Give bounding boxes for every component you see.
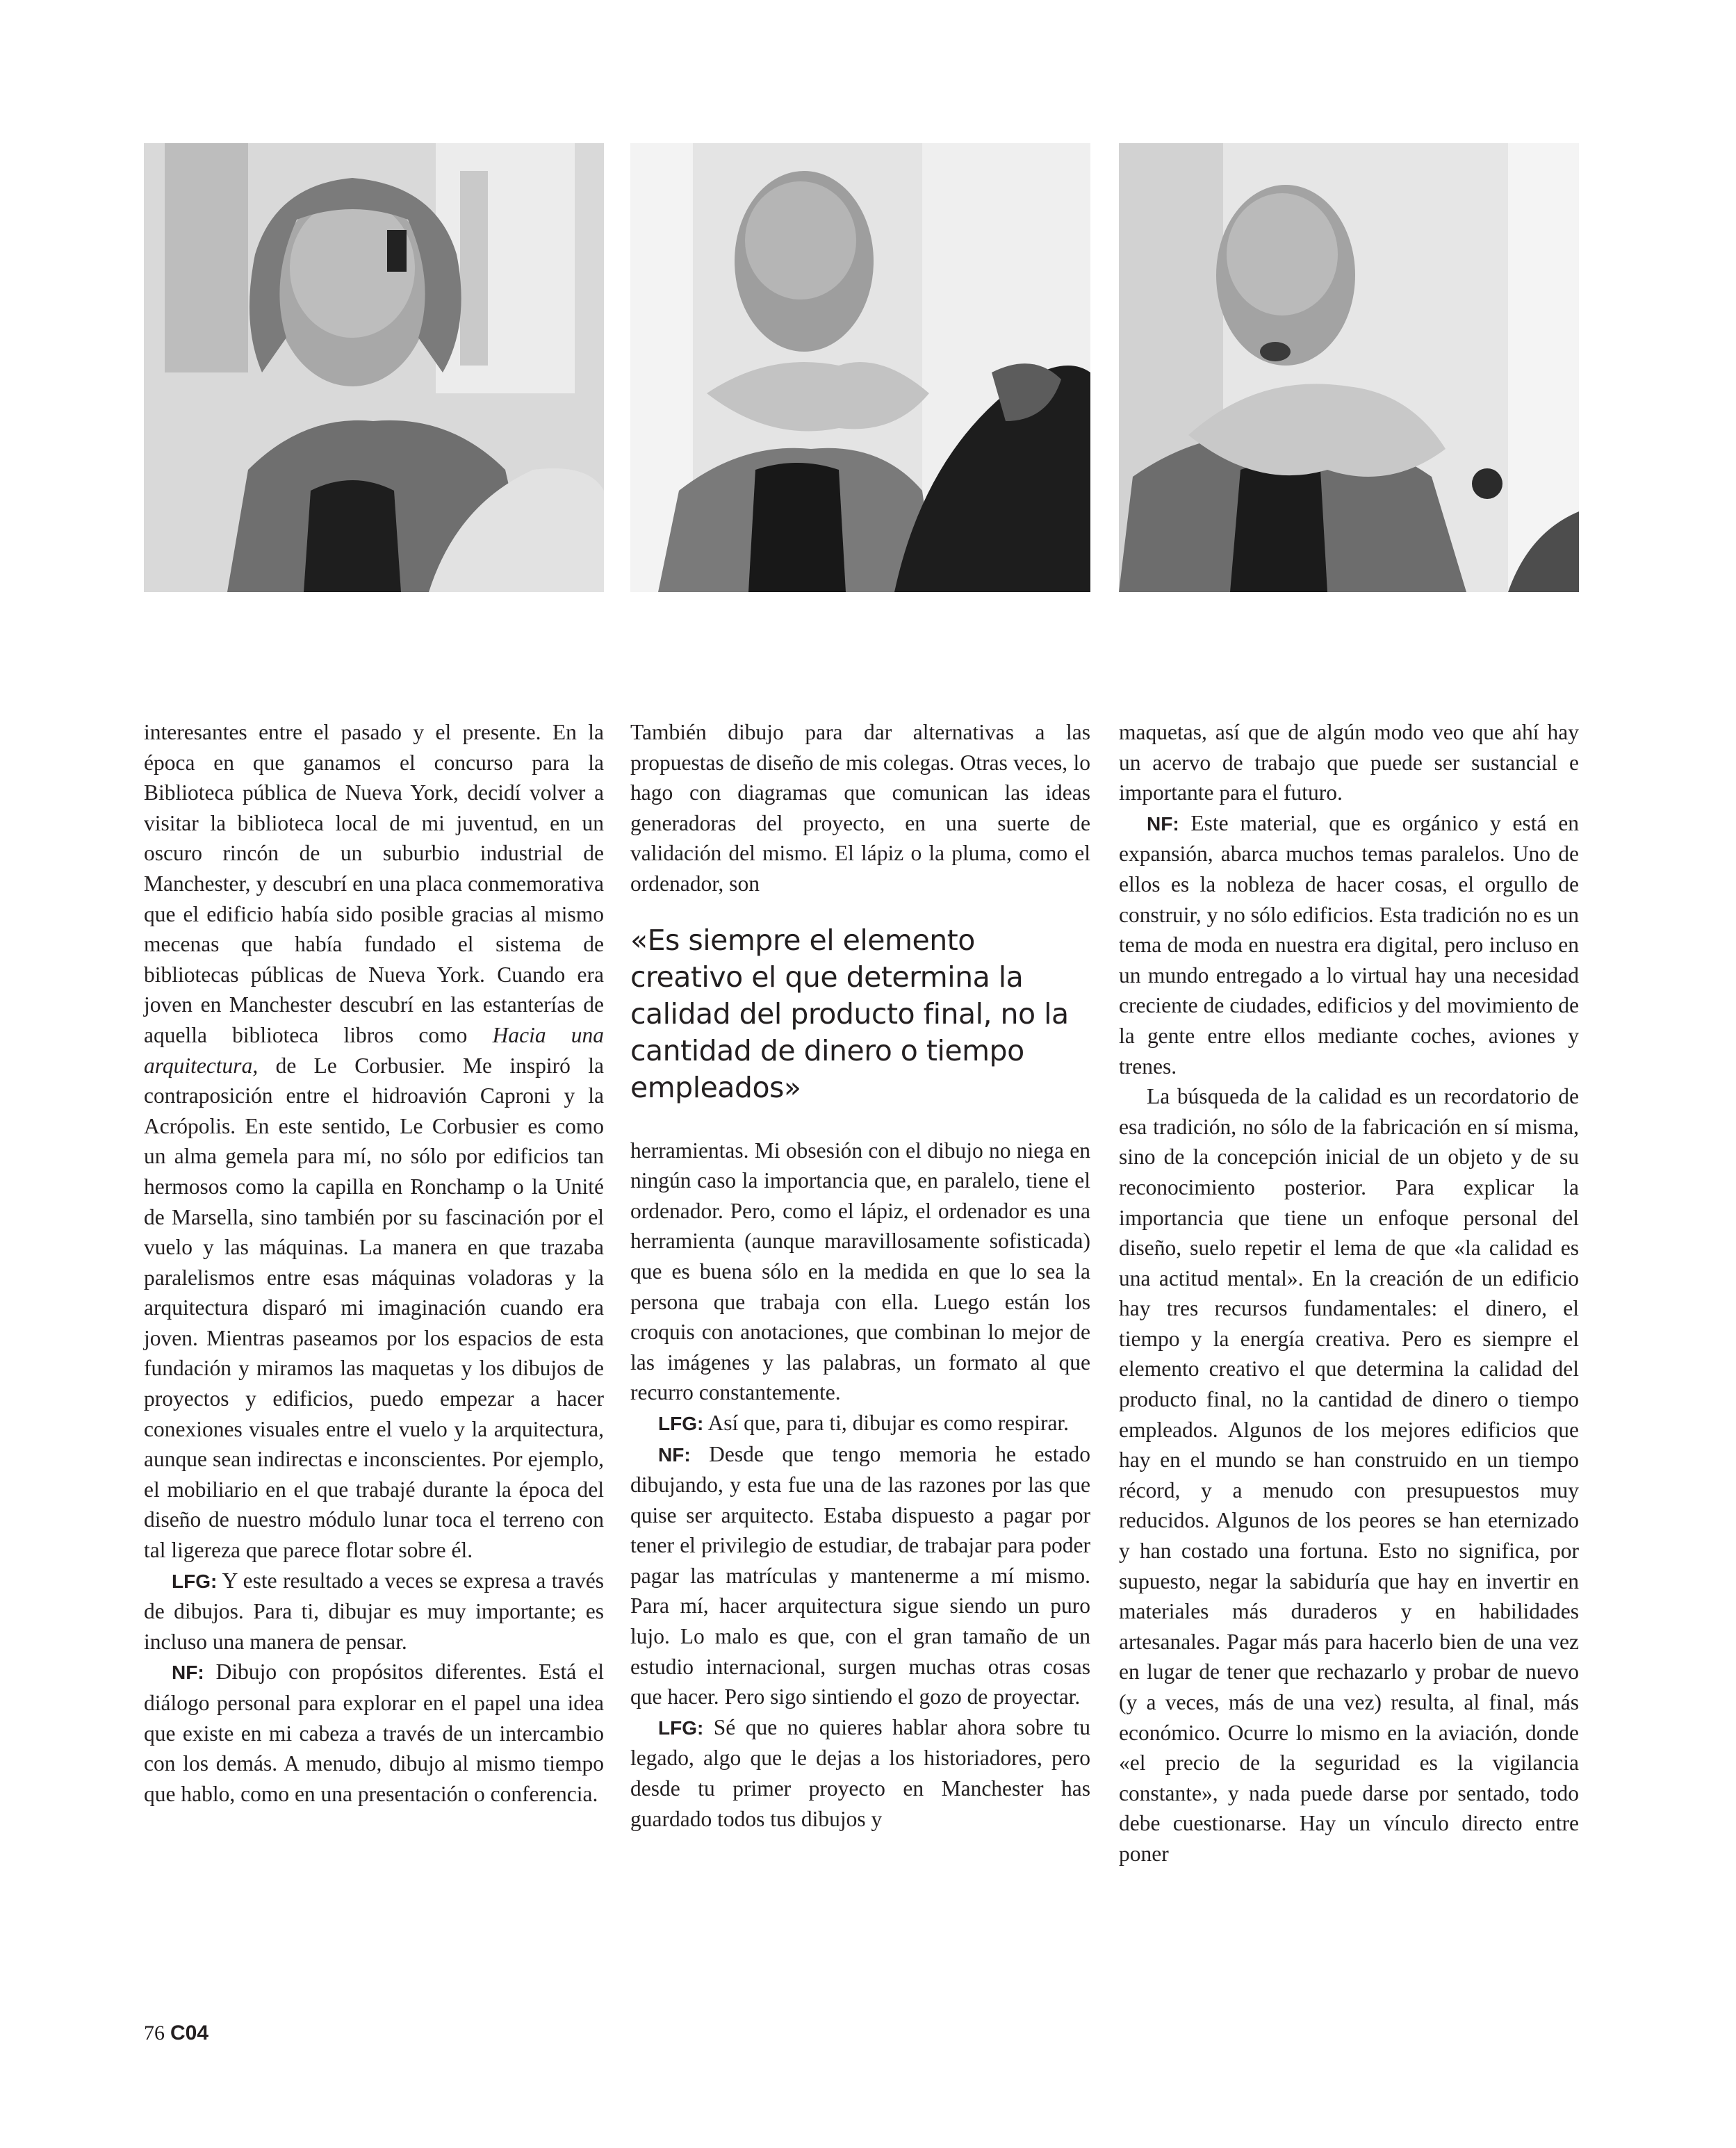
paragraph-text: maquetas, así que de algún modo veo que ahí hay un acervo de trabajo que puede ser sustancial e importante para el futuro. xyxy=(1119,720,1579,805)
paragraph-text: También dibujo para dar alternativas a las propuestas de diseño de mis colegas. Otras veces, lo hago con diagramas que comunican las ideas generadoras del proyecto, en una suerte de validación del mismo. El lápiz o la pluma, como el ordenador, son xyxy=(630,720,1090,896)
photo-3-image xyxy=(1119,143,1579,592)
article-column-2 xyxy=(630,717,1090,1834)
photo-man-hands-behind-head xyxy=(144,143,604,592)
paragraph-text: Este material, que es orgánico y está en expansión, abarca muchos temas paralelos. Uno de ellos es la nobleza de hacer cosas, el orgullo de construir, y no sólo edificios. Esta tradición no es un tema de moda en nuestra era digital, pero incluso en un mundo entregado a lo virtual hay una necesidad creciente de ciudades, edificios y del movimiento de la gente entre ellos mediante coches, aviones y trenes. xyxy=(1119,810,1579,1079)
paragraph-text: interesantes entre el pasado y el presente. En la época en que ganamos el concurso para la Biblioteca pública de Nueva York, decidí volver a visitar la biblioteca local de mi juventud, en un oscuro rincón de un suburbio industrial de Manchester, y descubrí en una placa conmemorativa que el edificio había sido posible gracias al mismo mecenas que había fundado el sistema de bibliotecas públicas de Nueva York. Cuando era joven en Manchester descubrí en las estanterías de aquella biblioteca libros como xyxy=(144,720,604,1047)
magazine-name: C04 xyxy=(170,2022,209,2044)
paragraph-text: Y este resultado a veces se expresa a través de dibujos. Para ti, dibujar es muy importante; es incluso una manera de pensar. xyxy=(144,1568,604,1654)
speaker-label: NF: xyxy=(1147,812,1179,835)
page-number: 76 xyxy=(144,2022,165,2044)
paragraph xyxy=(1119,717,1579,808)
article-column-3 xyxy=(1119,717,1579,1869)
paragraph xyxy=(630,1439,1090,1712)
paragraph xyxy=(630,1136,1090,1408)
photo-man-speaking xyxy=(1119,143,1579,592)
speaker-label: LFG: xyxy=(658,1412,704,1434)
paragraph xyxy=(144,1566,604,1657)
speaker-label: LFG: xyxy=(658,1716,704,1739)
paragraph-text: Sé que no quieres hablar ahora sobre tu legado, algo que le dejas a los historiadores, pero desde tu primer proyecto en Manchester has guardado todos tus dibujos y xyxy=(630,1714,1090,1831)
paragraph xyxy=(1119,808,1579,1081)
paragraph-text: Dibujo con propósitos diferentes. Está el diálogo personal para explorar en el papel una idea que existe en mi cabeza a través de un intercambio con los demás. A menudo, dibujo al mismo tiempo que hablo, como en una presentación o conferencia. xyxy=(144,1659,604,1806)
speaker-label: NF: xyxy=(658,1443,691,1466)
speaker-label: NF: xyxy=(172,1662,204,1684)
photo-1-image xyxy=(144,143,604,592)
book-title: Hacia una arquitectura, xyxy=(144,1022,604,1078)
pull-quote: «Es siempre el elemento creativo el que determina la calidad del producto final, no la cantidad de dinero o tiempo empleados» xyxy=(630,923,1069,1104)
paragraph xyxy=(630,1712,1090,1834)
paragraph-text: herramientas. Mi obsesión con el dibujo no niega en ningún caso la importancia que, en paralelo, tiene el ordenador. Pero, como el lápiz, el ordenador es una herramienta (aunque maravillosamente sofisticada) que es buena sólo en la medida en que lo sea la persona que trabaja con ella. Luego están los croquis con anotaciones, que combinan lo mejor de las imágenes y las palabras, un formato al que recurro constantemente. xyxy=(630,1138,1090,1405)
paragraph xyxy=(630,1408,1090,1439)
paragraph-text: La búsqueda de la calidad es un recordatorio de esa tradición, no sólo de la fabricación en sí misma, sino de la concepción inicial de un objeto y de su reconocimiento posterior. Para explicar la importancia que tiene un enfoque personal del diseño, suelo repetir el lema de que «la calidad es una actitud mental». En la creación de un edificio hay tres recursos fundamentales: el dinero, el tiempo y la energía creativa. Pero es siempre el elemento creativo el que determina la calidad del producto final, no la cantidad de dinero o tiempo empleados. Algunos de los mejores edificios que hay en el mundo se han construido en un tiempo récord, y a menudo con presupuestos muy reducidos. Algunos de los peores se han eternizado y han costado una fortuna. Esto no significa, por supuesto, negar la sabiduría que hay en invertir en materiales más duraderos y en habilidades artesanales. Pagar más para hacerlo bien de una vez en lugar de tener que rechazarlo y probar de nuevo (y a veces, más de una vez) resulta, al final, más económico. Ocurre lo mismo en la aviación, donde «el precio de la seguridad es la vigilancia constante», y nada puede darse por sentado, todo debe cuestionarse. Hay un vínculo directo entre poner xyxy=(1119,1084,1579,1866)
speaker-label: LFG: xyxy=(172,1570,218,1592)
page-folio xyxy=(144,2021,208,2046)
photo-man-gesturing xyxy=(630,143,1090,592)
paragraph xyxy=(144,1657,604,1809)
article-column-1 xyxy=(144,717,604,1809)
paragraph-text: de Le Corbusier. Me inspiró la contraposición entre el hidroavión Caproni y la Acrópolis. En este sentido, Le Corbusier es como un alma gemela para mí, no sólo por edificios tan hermosos como la capilla en Ronchamp o la Unité de Marsella, sino también por su fascinación por el vuelo y las máquinas. La manera en que trazaba paralelismos entre esas máquinas voladoras y la arquitectura disparó mi imaginación cuando era joven. Mientras paseamos por los espacios de esta fundación y miramos las maquetas y los dibujos de proyectos y edificios, puedo empezar a hacer conexiones visuales entre el vuelo y la arquitectura, aunque sean indirectas e inconscientes. Por ejemplo, el mobiliario en el que trabajé durante la época del diseño de nuestro módulo lunar toca el terreno con tal ligereza que parece flotar sobre él. xyxy=(144,1053,604,1563)
paragraph xyxy=(144,717,604,1566)
paragraph-text: Desde que tengo memoria he estado dibujando, y esta fue una de las razones por las que quise ser arquitecto. Estaba dispuesto a pagar por tener el privilegio de estudiar, de trabajar para poder pagar las matrículas y mantenerme a mí mismo. Para mí, hacer arquitectura sigue siendo un puro lujo. Lo malo es que, con el gran tamaño de un estudio internacional, surgen muchas otras cosas que hacer. Pero sigo sintiendo el gozo de proyectar. xyxy=(630,1441,1090,1710)
photo-2-image xyxy=(630,143,1090,592)
paragraph-text: Así que, para ti, dibujar es como respirar. xyxy=(703,1410,1070,1435)
paragraph xyxy=(1119,1081,1579,1869)
paragraph xyxy=(630,717,1090,899)
